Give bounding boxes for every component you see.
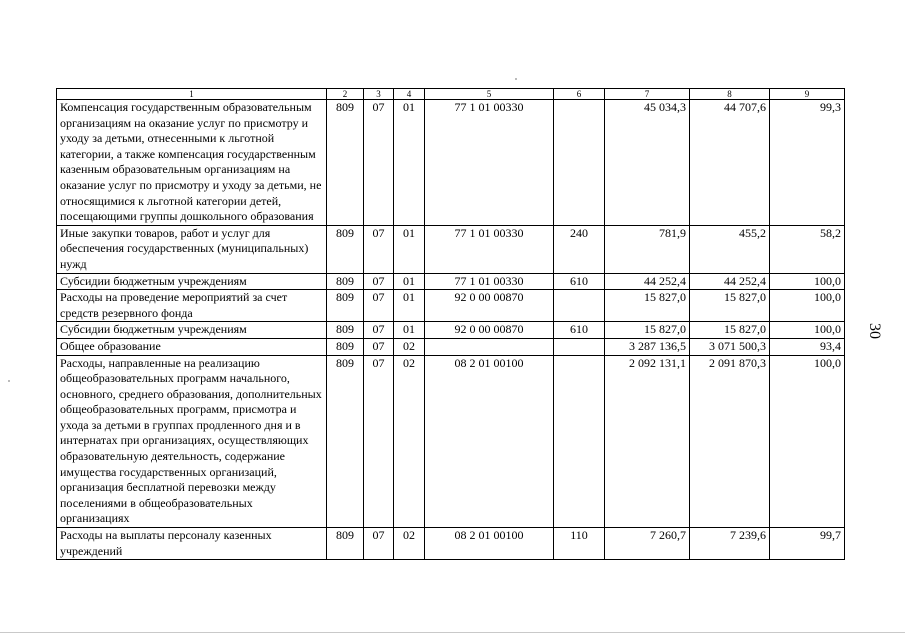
cell-target-article — [425, 338, 554, 355]
cell-expense-type: 110 — [554, 528, 605, 560]
cell-ministry-code: 809 — [327, 290, 364, 322]
cell-actual: 44 252,4 — [690, 273, 770, 290]
cell-section: 07 — [364, 322, 394, 339]
cell-percent: 100,0 — [770, 355, 845, 528]
table-row — [57, 273, 845, 290]
cell-actual: 455,2 — [690, 225, 770, 273]
table-row — [57, 338, 845, 355]
cell-planned: 15 827,0 — [605, 322, 690, 339]
cell-ministry-code: 809 — [327, 338, 364, 355]
col-header-9: 9 — [770, 89, 845, 100]
cell-subsection: 01 — [394, 100, 425, 226]
cell-planned: 2 092 131,1 — [605, 355, 690, 528]
table-row — [57, 355, 845, 528]
table-row — [57, 322, 845, 339]
cell-actual: 44 707,6 — [690, 100, 770, 226]
cell-expense-type: 610 — [554, 273, 605, 290]
cell-percent: 100,0 — [770, 322, 845, 339]
cell-percent: 93,4 — [770, 338, 845, 355]
row-name: Расходы на выплаты персоналу казенных учреждений — [57, 528, 327, 560]
cell-subsection: 01 — [394, 290, 425, 322]
cell-actual: 15 827,0 — [690, 322, 770, 339]
cell-ministry-code: 809 — [327, 273, 364, 290]
cell-subsection: 01 — [394, 273, 425, 290]
cell-expense-type: 610 — [554, 322, 605, 339]
cell-expense-type — [554, 338, 605, 355]
cell-expense-type — [554, 355, 605, 528]
cell-subsection: 02 — [394, 528, 425, 560]
table-row — [57, 528, 845, 560]
cell-expense-type — [554, 290, 605, 322]
cell-section: 07 — [364, 338, 394, 355]
scan-artifact-line — [0, 632, 905, 633]
cell-target-article: 77 1 01 00330 — [425, 225, 554, 273]
col-header-4: 4 — [394, 89, 425, 100]
col-header-5: 5 — [425, 89, 554, 100]
cell-section: 07 — [364, 528, 394, 560]
row-name: Общее образование — [57, 338, 327, 355]
cell-section: 07 — [364, 225, 394, 273]
table-row — [57, 100, 845, 226]
cell-target-article: 92 0 00 00870 — [425, 290, 554, 322]
cell-subsection: 02 — [394, 355, 425, 528]
row-name: Компенсация государственным образовательным организациям на оказание услуг по присмотру и уходу за детьми, отнесенными к льготной категории, а также компенсация государственным казенным образовательным организациям на оказание услуг по присмотру и уходу за детьми, не относящимися к льготной категории детей, посещающими группы дошкольного образования — [57, 100, 327, 226]
cell-planned: 3 287 136,5 — [605, 338, 690, 355]
cell-target-article: 92 0 00 00870 — [425, 322, 554, 339]
cell-planned: 15 827,0 — [605, 290, 690, 322]
cell-ministry-code: 809 — [327, 225, 364, 273]
cell-expense-type: 240 — [554, 225, 605, 273]
cell-target-article: 08 2 01 00100 — [425, 355, 554, 528]
cell-target-article: 08 2 01 00100 — [425, 528, 554, 560]
cell-ministry-code: 809 — [327, 528, 364, 560]
row-name: Расходы на проведение мероприятий за счет средств резервного фонда — [57, 290, 327, 322]
cell-actual: 3 071 500,3 — [690, 338, 770, 355]
cell-ministry-code: 809 — [327, 322, 364, 339]
cell-subsection: 02 — [394, 338, 425, 355]
cell-planned: 7 260,7 — [605, 528, 690, 560]
row-name: Иные закупки товаров, работ и услуг для обеспечения государственных (муниципальных) нужд — [57, 225, 327, 273]
cell-actual: 7 239,6 — [690, 528, 770, 560]
cell-target-article: 77 1 01 00330 — [425, 100, 554, 226]
scan-artifact-dot — [515, 78, 517, 80]
row-name: Субсидии бюджетным учреждениям — [57, 273, 327, 290]
table-row — [57, 290, 845, 322]
cell-section: 07 — [364, 273, 394, 290]
cell-planned: 781,9 — [605, 225, 690, 273]
col-header-8: 8 — [690, 89, 770, 100]
cell-section: 07 — [364, 100, 394, 226]
col-header-6: 6 — [554, 89, 605, 100]
cell-expense-type — [554, 100, 605, 226]
col-header-7: 7 — [605, 89, 690, 100]
cell-percent: 99,7 — [770, 528, 845, 560]
cell-percent: 100,0 — [770, 290, 845, 322]
cell-actual: 2 091 870,3 — [690, 355, 770, 528]
budget-table — [56, 88, 845, 560]
scan-artifact-dot — [8, 380, 10, 382]
cell-percent: 58,2 — [770, 225, 845, 273]
row-name: Расходы, направленные на реализацию общеобразовательных программ начального, основного, среднего образования, дополнительных общеобразовательных программ, присмотра и ухода за детьми в группах продленного дня и в интернатах при организациях, осуществляющих образовательную деятельность, содержание имущества государственных организаций, организация бесплатной перевозки между поселениями в общеобразовательных организациях — [57, 355, 327, 528]
page-number: 30 — [866, 323, 883, 339]
cell-target-article: 77 1 01 00330 — [425, 273, 554, 290]
cell-subsection: 01 — [394, 225, 425, 273]
table-header-row — [57, 89, 845, 100]
cell-percent: 99,3 — [770, 100, 845, 226]
cell-planned: 44 252,4 — [605, 273, 690, 290]
cell-actual: 15 827,0 — [690, 290, 770, 322]
cell-section: 07 — [364, 355, 394, 528]
col-header-1: 1 — [57, 89, 327, 100]
table-row — [57, 225, 845, 273]
col-header-3: 3 — [364, 89, 394, 100]
cell-percent: 100,0 — [770, 273, 845, 290]
cell-planned: 45 034,3 — [605, 100, 690, 226]
cell-ministry-code: 809 — [327, 355, 364, 528]
col-header-2: 2 — [327, 89, 364, 100]
row-name: Субсидии бюджетным учреждениям — [57, 322, 327, 339]
cell-ministry-code: 809 — [327, 100, 364, 226]
cell-section: 07 — [364, 290, 394, 322]
cell-subsection: 01 — [394, 322, 425, 339]
